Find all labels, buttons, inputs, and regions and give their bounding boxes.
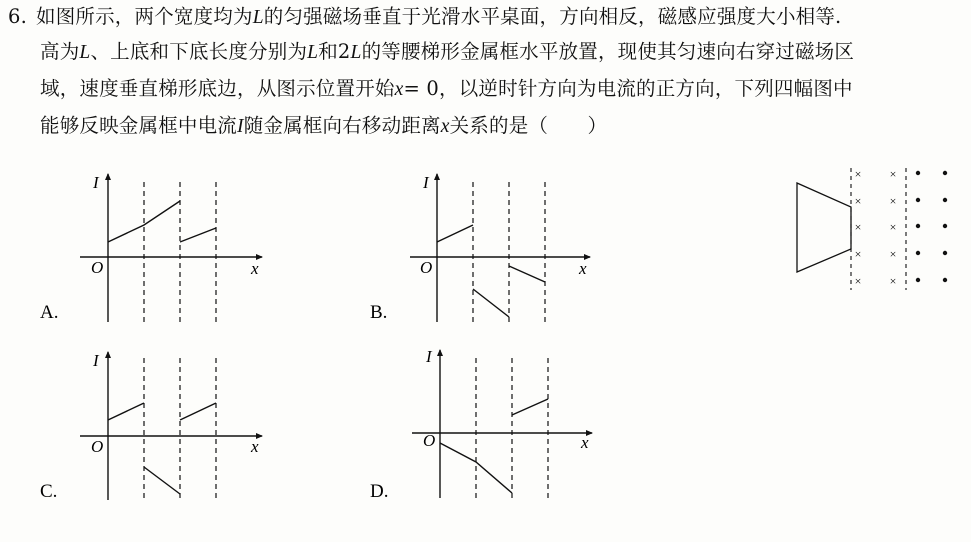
- graph-a-x-label: x: [251, 259, 259, 278]
- graph-c-y-label: I: [93, 351, 99, 370]
- graph-b: [370, 173, 590, 323]
- field-cross-symbol: ×: [854, 194, 862, 208]
- graph-a: [40, 173, 262, 323]
- field-cross-symbol: ×: [889, 194, 897, 208]
- question-line-4: 能够反映金属框中电流I随金属框向右移动距离x关系的是（ ）: [40, 114, 608, 137]
- graph-c: [40, 351, 262, 502]
- field-cross-symbol: ×: [889, 220, 897, 234]
- question-line-1: 6. 如图所示，两个宽度均为L的匀强磁场垂直于光滑水平桌面，方向相反，磁感应强度大小相等.: [8, 2, 841, 33]
- field-cross-symbol: ×: [854, 220, 862, 234]
- field-cross-symbol: ×: [889, 167, 897, 181]
- graph-d: [370, 347, 592, 502]
- field-dot-symbol: [916, 278, 920, 282]
- graph-d-curve-2: [512, 399, 548, 415]
- field-dot-symbol: [943, 224, 947, 228]
- graph-b-origin: O: [420, 258, 433, 277]
- graph-a-curve-2: [180, 228, 216, 242]
- field-dot-symbol: [943, 171, 947, 175]
- graph-b-x-label: x: [579, 259, 587, 278]
- graph-c-curve-2: [144, 467, 180, 494]
- graph-b-curve-1: [437, 225, 473, 242]
- option-c-label: C.: [40, 481, 58, 502]
- field-cross-symbol: ×: [854, 167, 862, 181]
- option-b-label: B.: [370, 302, 388, 323]
- graph-a-origin: O: [91, 258, 104, 277]
- graph-b-y-label: I: [423, 173, 429, 192]
- field-cross-symbol: ×: [854, 247, 862, 261]
- field-dot-symbol: [943, 278, 947, 282]
- graph-b-curve-2: [473, 289, 509, 317]
- graph-c-x-label: x: [251, 437, 259, 456]
- graph-c-origin: O: [91, 437, 104, 456]
- trapezoid-frame: [797, 183, 851, 272]
- graph-b-curve-3: [509, 266, 545, 282]
- field-out-of-page: [916, 171, 947, 282]
- question-number: 6.: [8, 5, 28, 28]
- graph-d-y-label: I: [426, 347, 432, 366]
- field-cross-symbol: ×: [854, 274, 862, 288]
- field-dot-symbol: [943, 251, 947, 255]
- field-dot-symbol: [916, 171, 920, 175]
- setup-diagram: [797, 167, 947, 290]
- field-dot-symbol: [916, 251, 920, 255]
- graph-c-curve-1: [108, 403, 144, 420]
- field-into-page: [855, 167, 897, 288]
- field-cross-symbol: ×: [889, 247, 897, 261]
- graph-d-origin: O: [423, 431, 436, 450]
- option-d-label: D.: [370, 481, 389, 502]
- field-dot-symbol: [916, 224, 920, 228]
- field-cross-symbol: ×: [889, 274, 897, 288]
- question-line-3: 域，速度垂直梯形底边，从图示位置开始x= 0，以逆时针方向为电流的正方向，下列四幅图中: [40, 77, 853, 100]
- question-line-2: 高为L、上底和下底长度分别为L和2L的等腰梯形金属框水平放置，现使其匀速向右穿过磁场区: [40, 40, 855, 63]
- option-a-label: A.: [40, 302, 59, 323]
- field-dot-symbol: [916, 198, 920, 202]
- graph-c-curve-3: [180, 403, 216, 420]
- graph-d-x-label: x: [581, 433, 589, 452]
- graph-a-y-label: I: [93, 173, 99, 192]
- field-dot-symbol: [943, 198, 947, 202]
